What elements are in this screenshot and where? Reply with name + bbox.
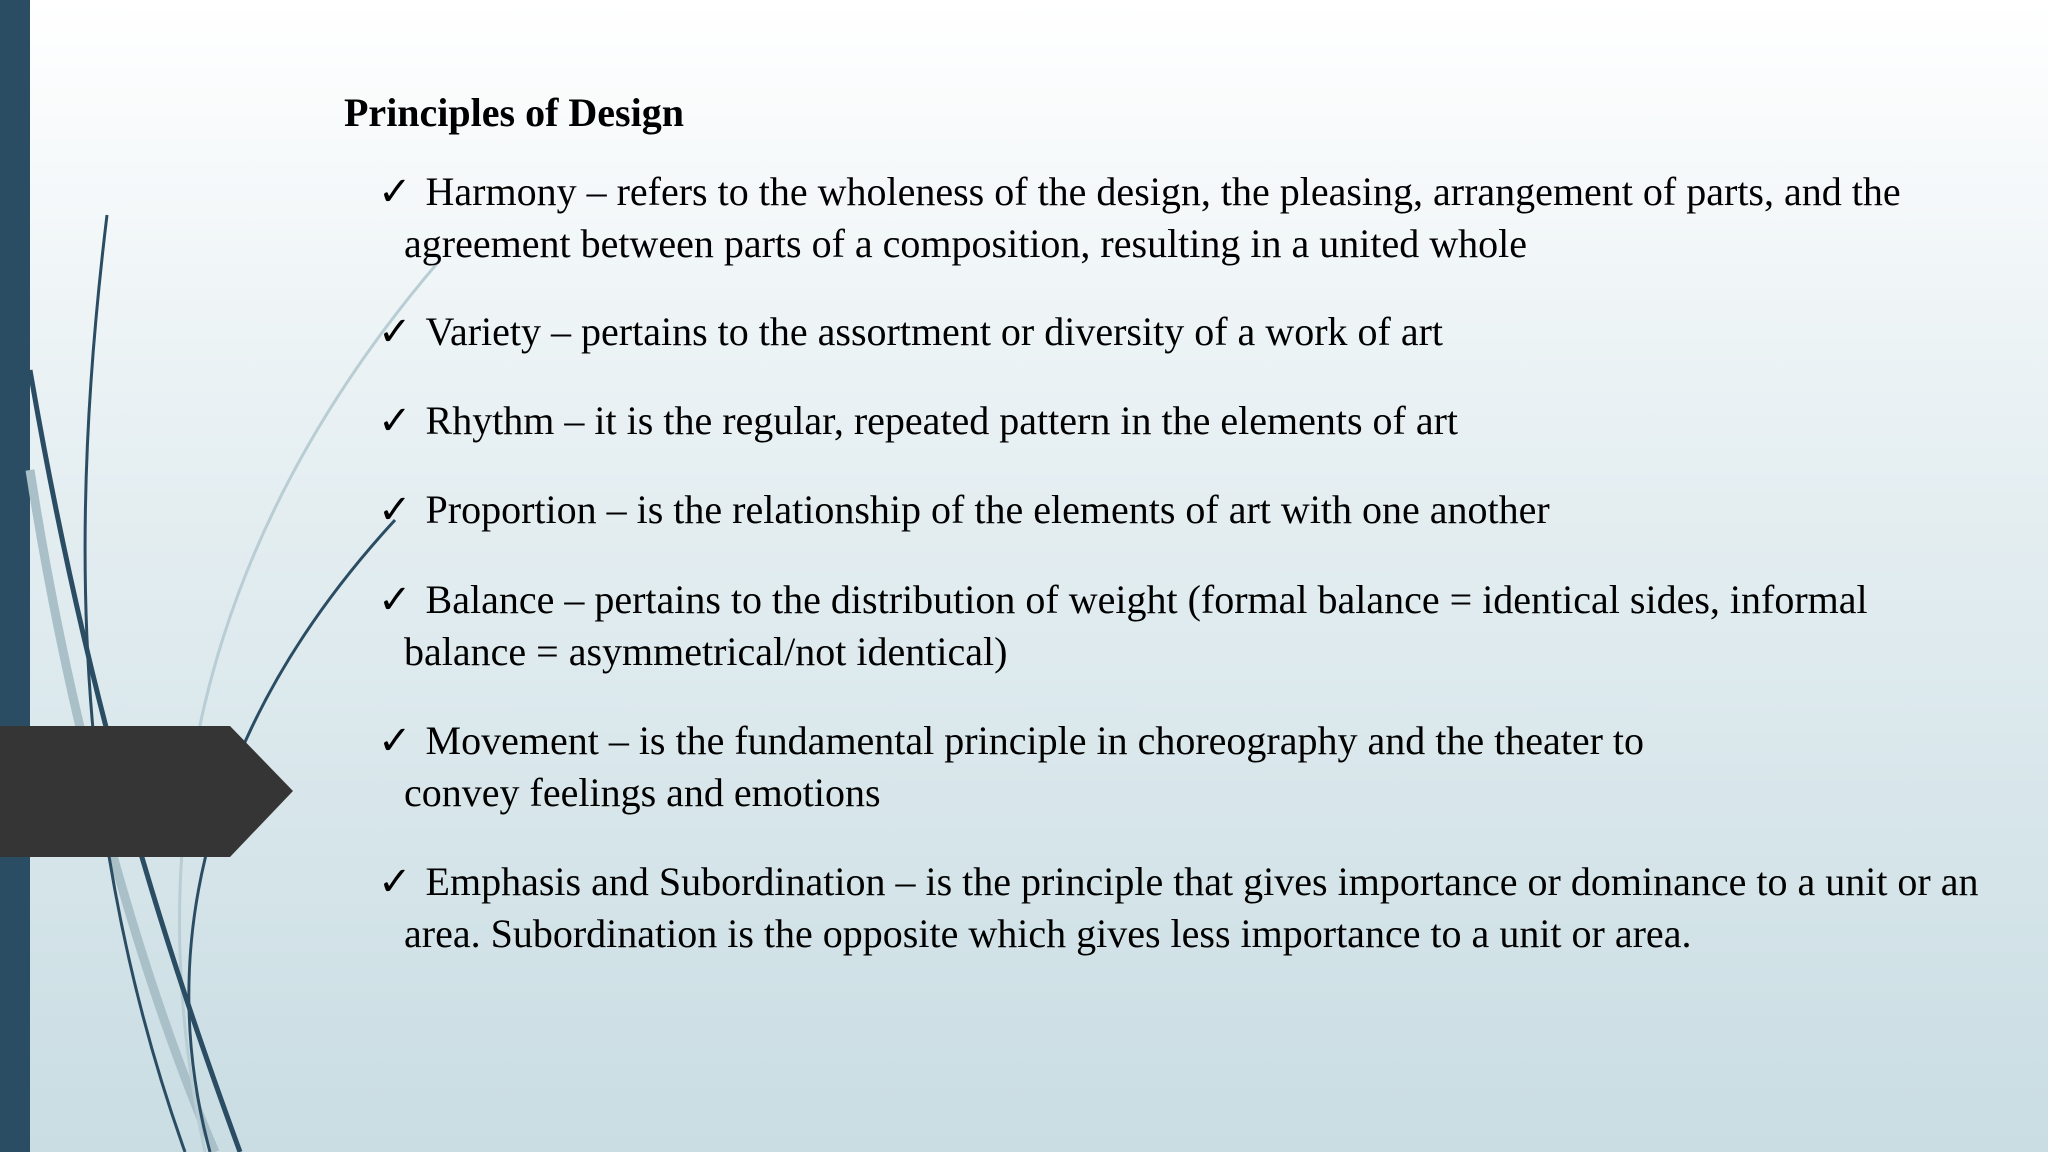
bullet-text: Harmony – refers to the wholeness of the design, the pleasing, arrangement of parts, and the agreement between parts of a composition, resulting in a united whole bbox=[404, 169, 1901, 266]
curve-dark-2 bbox=[85, 215, 185, 1152]
principles-list bbox=[378, 166, 1998, 960]
check-icon: ✓ bbox=[378, 398, 412, 443]
check-icon: ✓ bbox=[378, 718, 412, 763]
bullet-variety bbox=[378, 306, 1998, 358]
bullet-text: Rhythm – it is the regular, repeated pattern in the elements of art bbox=[425, 398, 1459, 443]
bullet-text: Emphasis and Subordination – is the principle that gives importance or dominance to a unit or an area. Subordination is the opposite which gives less importance to a unit or area. bbox=[404, 859, 1979, 956]
check-icon: ✓ bbox=[378, 169, 412, 214]
bullet-emphasis bbox=[378, 856, 1998, 960]
arrow-tab-shape bbox=[0, 726, 294, 857]
check-icon: ✓ bbox=[378, 577, 412, 622]
bullet-movement bbox=[378, 715, 1684, 819]
bullet-proportion bbox=[378, 484, 1998, 536]
bullet-rhythm bbox=[378, 395, 1998, 447]
bullet-text: Proportion – is the relationship of the elements of art with one another bbox=[425, 487, 1550, 532]
check-icon: ✓ bbox=[378, 487, 412, 532]
slide-title: Principles of Design bbox=[344, 90, 684, 135]
bullet-text: Variety – pertains to the assortment or diversity of a work of art bbox=[425, 309, 1444, 354]
bullet-text: Balance – pertains to the distribution of weight (formal balance = identical sides, informal balance = asymmetrical/not identical) bbox=[404, 577, 1868, 674]
bullet-balance bbox=[378, 574, 1998, 678]
check-icon: ✓ bbox=[378, 859, 412, 904]
check-icon: ✓ bbox=[378, 309, 412, 354]
bullet-text: Movement – is the fundamental principle in choreography and the theater to convey feelings and emotions bbox=[404, 718, 1645, 815]
bullet-harmony bbox=[378, 166, 1998, 270]
